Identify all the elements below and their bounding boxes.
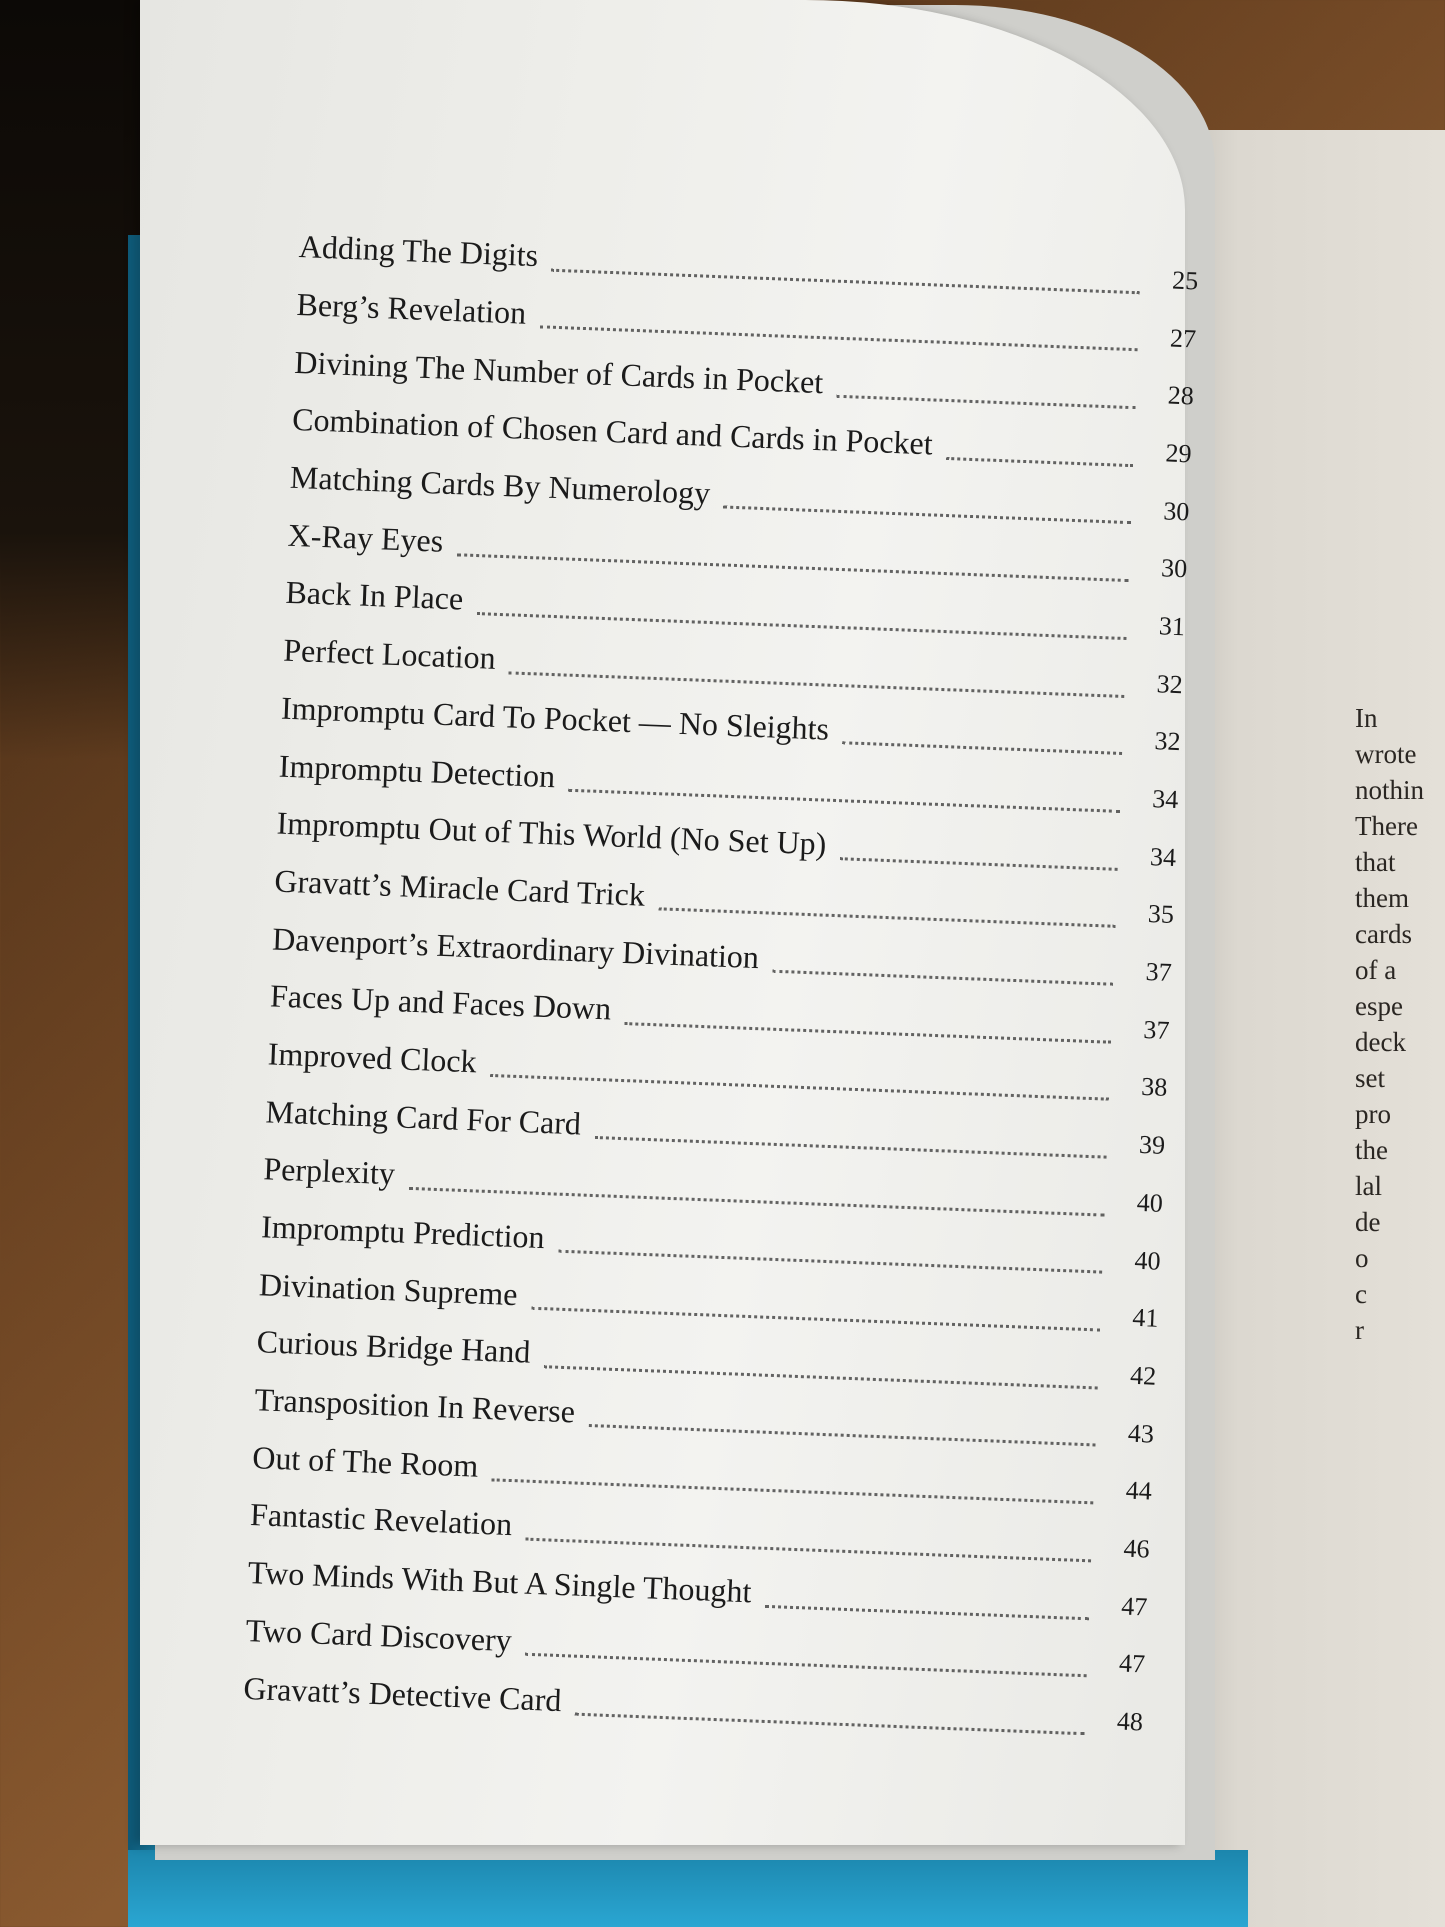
toc-entry-title: Adding The Digits — [298, 228, 539, 274]
table-of-contents — [242, 218, 1199, 1751]
toc-entry-title: Davenport’s Extraordinary Divination — [271, 920, 760, 975]
toc-entry-page: 34 — [1151, 784, 1179, 815]
toc-entry-title: Matching Cards By Numerology — [289, 458, 711, 512]
toc-entry-page: 48 — [1116, 1706, 1144, 1737]
toc-entry-title: Curious Bridge Hand — [256, 1323, 532, 1371]
toc-entry-page: 31 — [1158, 611, 1186, 642]
leader-dots — [625, 1022, 1112, 1044]
toc-entry-title: Divining The Number of Cards in Pocket — [293, 343, 824, 400]
toc-entry-title: Impromptu Prediction — [260, 1208, 546, 1256]
facing-text-line: cards — [1355, 919, 1412, 949]
toc-entry-page: 32 — [1153, 726, 1182, 757]
toc-entry-title: Impromptu Detection — [278, 747, 556, 794]
facing-text-line: de — [1355, 1207, 1381, 1237]
leader-dots — [842, 741, 1122, 755]
toc-entry-page: 44 — [1125, 1475, 1153, 1506]
leader-dots — [765, 1604, 1089, 1619]
facing-text-line: lal — [1355, 1171, 1382, 1201]
toc-entry-page: 42 — [1129, 1360, 1157, 1391]
facing-text-line: o — [1355, 1243, 1369, 1273]
toc-entry-page: 25 — [1171, 265, 1199, 296]
toc-entry-title: Divination Supreme — [258, 1265, 519, 1312]
toc-entry-title: Berg’s Revelation — [296, 285, 527, 331]
toc-entry-title: Gravatt’s Detective Card — [242, 1669, 563, 1718]
facing-text-line: r — [1355, 1315, 1364, 1345]
toc-entry-page: 35 — [1147, 899, 1175, 930]
facing-text-line: of a — [1355, 955, 1397, 985]
facing-page-text — [1355, 700, 1445, 1348]
toc-entry-page: 43 — [1127, 1418, 1155, 1449]
toc-entry-title: Perplexity — [262, 1150, 396, 1192]
toc-entry-title: Improved Clock — [267, 1035, 478, 1080]
toc-entry-page: 29 — [1165, 438, 1193, 469]
facing-text-line: espe — [1355, 991, 1403, 1021]
toc-entry-page: 27 — [1169, 323, 1197, 354]
leader-dots — [837, 395, 1136, 409]
toc-entry-title: Back In Place — [284, 574, 464, 618]
toc-entry-title: Fantastic Revelation — [249, 1496, 513, 1543]
toc-entry-page: 40 — [1134, 1245, 1162, 1276]
leader-dots — [575, 1713, 1085, 1736]
toc-entry-page: 40 — [1136, 1187, 1164, 1218]
facing-text-line: nothin — [1355, 775, 1425, 805]
toc-entry-page: 37 — [1142, 1014, 1171, 1045]
toc-entry-title: Transposition In Reverse — [253, 1381, 576, 1430]
toc-entry-title: Combination of Chosen Card and Cards in Pocket — [291, 401, 934, 462]
toc-entry-page: 34 — [1149, 841, 1177, 872]
facing-text-line: There — [1355, 811, 1418, 841]
toc-entry-page: 30 — [1160, 553, 1188, 584]
facing-text-line: wrote — [1355, 739, 1417, 769]
toc-entry-title: Matching Card For Card — [265, 1093, 582, 1142]
toc-entry-page: 28 — [1167, 380, 1195, 411]
leader-dots — [658, 908, 1115, 929]
leader-dots — [840, 857, 1118, 871]
leader-dots — [946, 457, 1133, 467]
leader-dots — [772, 970, 1113, 986]
facing-text-line: In — [1355, 703, 1378, 733]
facing-text-line: the — [1355, 1135, 1388, 1165]
toc-entry-title: Two Minds With But A Single Thought — [247, 1554, 753, 1610]
leader-dots — [724, 506, 1131, 525]
toc-entry-title: Gravatt’s Miracle Card Trick — [273, 862, 646, 913]
toc-entry-page: 38 — [1140, 1072, 1168, 1103]
toc-entry-page: 41 — [1131, 1302, 1159, 1333]
facing-text-line: deck — [1355, 1027, 1406, 1057]
toc-entry-page: 37 — [1145, 957, 1173, 988]
toc-entry-page: 39 — [1138, 1130, 1166, 1161]
facing-text-line: pro — [1355, 1099, 1391, 1129]
toc-entry-page: 47 — [1118, 1648, 1146, 1679]
toc-entry-page: 30 — [1162, 495, 1190, 526]
toc-entry-title: Out of The Room — [251, 1438, 479, 1484]
facing-text-line: c — [1355, 1279, 1367, 1309]
book-cover-bottom — [128, 1850, 1248, 1927]
toc-entry-title: Two Card Discovery — [245, 1611, 513, 1659]
toc-entry-page: 46 — [1122, 1533, 1151, 1564]
toc-entry-page: 47 — [1120, 1591, 1148, 1622]
toc-entry-page: 32 — [1156, 668, 1184, 699]
toc-entry-title: Impromptu Out of This World (No Set Up) — [276, 804, 828, 862]
toc-entry-title: X-Ray Eyes — [287, 516, 444, 559]
facing-text-line: that — [1355, 847, 1396, 877]
toc-entry-title: Faces Up and Faces Down — [269, 977, 612, 1027]
facing-text-line: them — [1355, 883, 1409, 913]
toc-entry-title: Perfect Location — [282, 631, 497, 676]
toc-entry-title: Impromptu Card To Pocket — No Sleights — [280, 689, 830, 747]
facing-text-line: set — [1355, 1063, 1385, 1093]
